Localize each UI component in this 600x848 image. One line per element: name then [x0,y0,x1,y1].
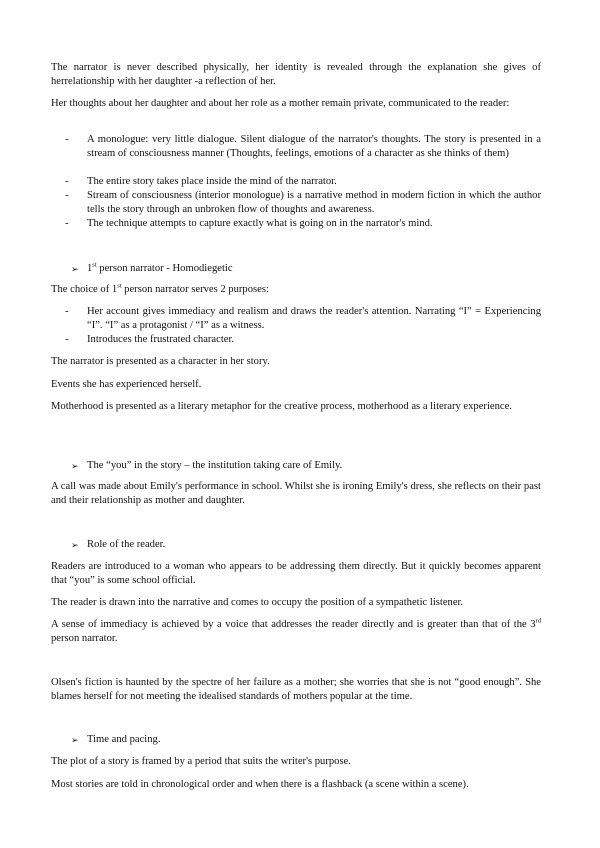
bullet-dash: - [65,218,69,229]
narrator-paragraph-1: The narrator is presented as a character in her story. [51,356,270,367]
bullet-dash: - [65,306,69,317]
reader-paragraph-3: A sense of immediacy is achieved by a voice that addresses the reader directly and is greater than that of the 3rd person narrator. [51,617,541,644]
bullet-dash: - [65,334,69,345]
bullet-dash: - [65,134,69,145]
intro-paragraph-1: The narrator is never described physically, her identity is revealed through the explanation she gives of herrelationship with her daughter -a reflection of her. [51,62,541,87]
reader-paragraph-4: Olsen's fiction is haunted by the spectre of her failure as a mother; she worries that she is not “good enough”. She blames herself for not meeting the idealised standards of mothers popular at the time. [51,677,541,702]
list-item: A monologue: very little dialogue. Silent dialogue of the narrator's thoughts. The story is presented in a stream of consciousness manner (Thoughts, feelings, emotions of a character as she thinks of them) [87,134,541,159]
list-item: The technique attempts to capture exactly what is going on in the narrator's mind. [87,218,433,229]
arrow-bullet-icon: ➢ [71,461,79,471]
you-paragraph-1: A call was made about Emily's performance in school. Whilst she is ironing Emily's dress, she reflects on their past and their relationship as mother and daughter. [51,481,541,506]
arrow-bullet-icon: ➢ [71,735,79,745]
heading-time-and-pacing: Time and pacing. [87,734,161,745]
heading-you-in-story: The “you” in the story – the institution taking care of Emily. [87,460,343,471]
narrator-lead: The choice of 1st person narrator serves 2 purposes: [51,282,269,295]
reader-paragraph-1: Readers are introduced to a woman who appears to be addressing them directly. But it quickly becomes apparent that “you” is some school official. [51,561,541,586]
list-item: Her account gives immediacy and realism and draws the reader's attention. Narrating “I” = Experiencing “I”. “I” as a protagonist / “I” as a witness. [87,306,541,331]
bullet-dash: - [65,176,69,187]
intro-paragraph-2: Her thoughts about her daughter and about her role as a mother remain private, communicated to the reader: [51,98,510,109]
time-paragraph-1: The plot of a story is framed by a period that suits the writer's purpose. [51,756,351,767]
heading-first-person-narrator: 1st person narrator - Homodiegetic [87,261,233,274]
bullet-dash: - [65,190,69,201]
list-item: Stream of consciousness (interior monologue) is a narrative method in modern fiction in which the author tells the story through an unbroken flow of thoughts and awareness. [87,190,541,215]
arrow-bullet-icon: ➢ [71,540,79,550]
list-item: Introduces the frustrated character. [87,334,235,345]
list-item: The entire story takes place inside the mind of the narrator. [87,176,337,187]
reader-paragraph-2: The reader is drawn into the narrative and comes to occupy the position of a sympathetic listener. [51,597,464,608]
narrator-paragraph-3: Motherhood is presented as a literary metaphor for the creative process, motherhood as a literary experience. [51,401,512,412]
arrow-bullet-icon: ➢ [71,264,79,274]
heading-role-of-reader: Role of the reader. [87,539,166,550]
narrator-paragraph-2: Events she has experienced herself. [51,379,202,390]
time-paragraph-2: Most stories are told in chronological order and when there is a flashback (a scene within a scene). [51,779,469,790]
